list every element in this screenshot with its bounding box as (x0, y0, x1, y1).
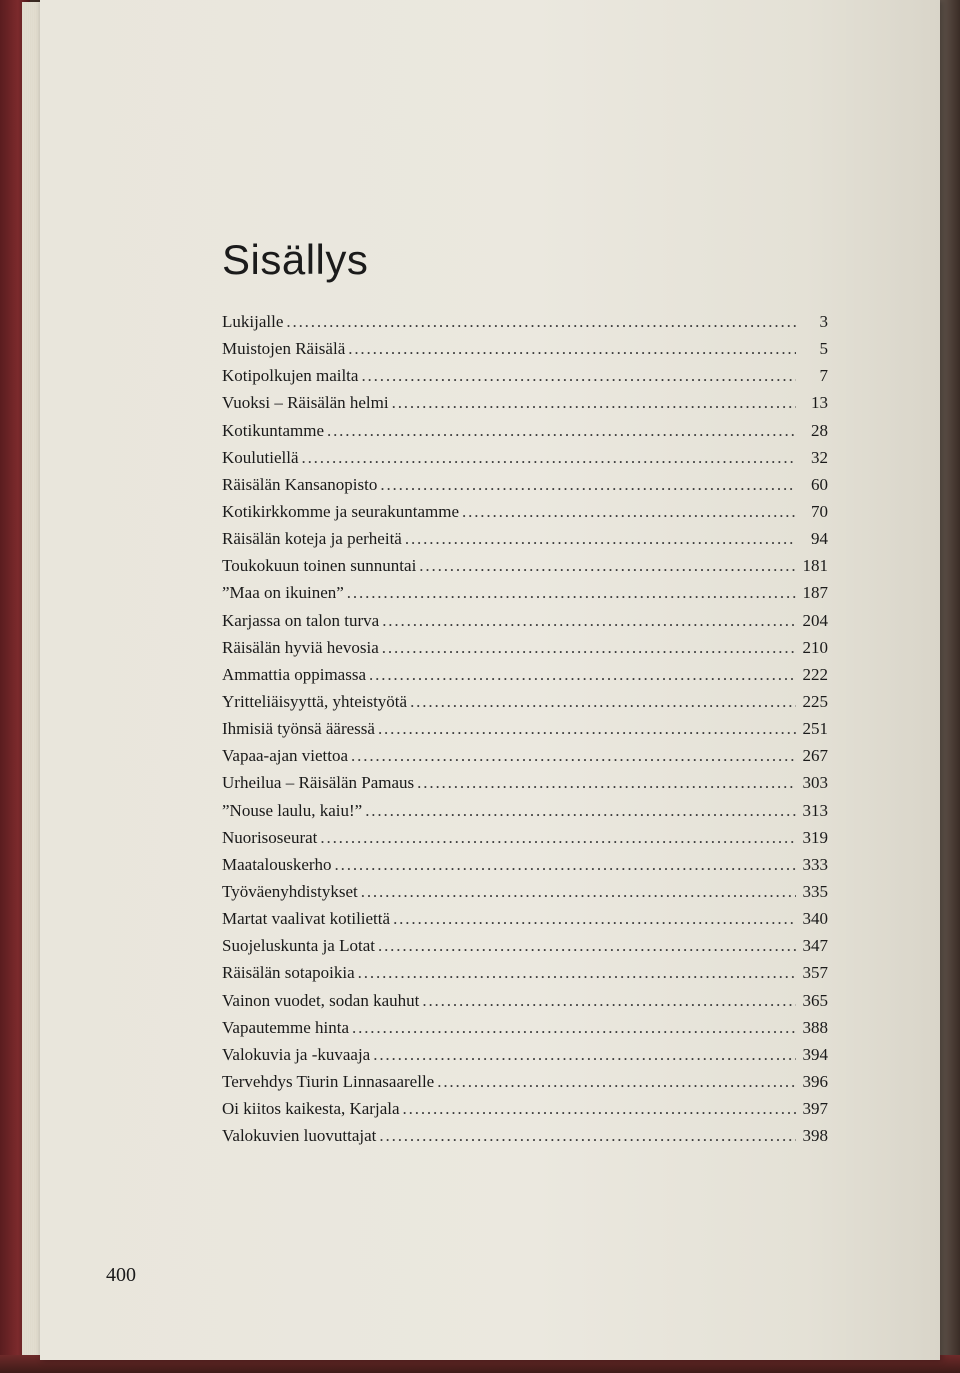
toc-entry-title: Kotikirkkomme ja seurakuntamme (222, 501, 459, 521)
toc-entry-title: ”Nouse laulu, kaiu!” (222, 800, 363, 820)
toc-entry-page: 28 (811, 420, 828, 440)
dot-leader (380, 475, 796, 495)
toc-entry-page: 319 (802, 827, 828, 847)
dot-leader (335, 855, 796, 875)
toc-entry (222, 855, 828, 882)
dot-leader (378, 719, 796, 739)
toc-entry-title: Urheilua – Räisälän Pamaus (222, 773, 415, 793)
toc-entry-title: Räisälän hyviä hevosia (222, 637, 379, 657)
toc-entry (222, 719, 828, 746)
toc-entry (222, 393, 828, 420)
toc-entry (222, 1126, 828, 1153)
toc-entry-page: 94 (811, 529, 828, 549)
toc-entry-page: 397 (802, 1099, 828, 1119)
dot-leader (361, 366, 796, 386)
toc-entry-page: 5 (819, 339, 828, 359)
dot-leader (422, 991, 796, 1011)
toc-entry-title: Työväenyhdistykset (222, 881, 358, 901)
toc-entry (222, 1072, 828, 1099)
toc-entry-page: 333 (802, 854, 828, 874)
toc-entry (222, 1099, 828, 1126)
toc-entry-page: 394 (802, 1044, 828, 1064)
toc-entry (222, 611, 828, 638)
toc-entry-page: 70 (811, 501, 828, 521)
dot-leader (351, 746, 796, 766)
dot-leader (392, 393, 796, 413)
toc-entry (222, 963, 828, 990)
toc-entry-page: 335 (802, 881, 828, 901)
toc-entry (222, 421, 828, 448)
toc-entry-title: Maatalouskerho (222, 854, 332, 874)
dot-leader (378, 936, 796, 956)
dot-leader (369, 665, 796, 685)
toc-entry-title: Kotikuntamme (222, 420, 324, 440)
page-number: 400 (106, 1264, 136, 1286)
toc-entry (222, 991, 828, 1018)
toc-entry-page: 13 (811, 393, 828, 413)
toc-entry (222, 773, 828, 800)
toc-entry-page: 7 (819, 366, 828, 386)
toc-entry-page: 204 (802, 610, 828, 630)
toc-entry (222, 556, 828, 583)
toc-entry-title: Ihmisiä työnsä ääressä (222, 719, 375, 739)
toc-entry-title: Ammattia oppimassa (222, 664, 367, 684)
dot-leader (286, 312, 796, 332)
table-of-contents (222, 312, 828, 1153)
toc-entry-title: Suojeluskunta ja Lotat (222, 936, 375, 956)
toc-entry-title: Valokuvia ja -kuvaaja (222, 1044, 371, 1064)
dot-leader (379, 1126, 796, 1146)
toc-entry-page: 210 (802, 637, 828, 657)
toc-entry-title: Kotipolkujen mailta (222, 366, 359, 386)
toc-entry-title: Valokuvien luovuttajat (222, 1126, 377, 1146)
toc-entry-title: Vuoksi – Räisälän helmi (222, 393, 389, 413)
toc-entry (222, 882, 828, 909)
toc-entry-title: Tervehdys Tiurin Linnasaarelle (222, 1071, 435, 1091)
toc-entry-page: 187 (802, 583, 828, 603)
dot-leader (361, 882, 796, 902)
toc-entry-title: Räisälän Kansanopisto (222, 474, 378, 494)
toc-entry (222, 1045, 828, 1072)
toc-entry (222, 502, 828, 529)
toc-entry (222, 638, 828, 665)
toc-entry-title: Räisälän sotapoikia (222, 963, 355, 983)
dot-leader (417, 773, 796, 793)
toc-entry (222, 312, 828, 339)
toc-entry (222, 828, 828, 855)
toc-entry-title: Koulutiellä (222, 447, 299, 467)
dot-leader (352, 1018, 796, 1038)
toc-entry-title: Lukijalle (222, 312, 284, 331)
toc-entry-page: 60 (811, 474, 828, 494)
dot-leader (410, 692, 796, 712)
toc-entry-page: 267 (802, 746, 828, 766)
toc-entry-page: 225 (802, 691, 828, 711)
toc-entry-page: 340 (802, 909, 828, 929)
toc-entry (222, 529, 828, 556)
toc-entry (222, 366, 828, 393)
toc-entry-title: Yritteliäisyyttä, yhteistyötä (222, 691, 408, 711)
dot-leader (347, 583, 796, 603)
toc-entry-page: 365 (802, 990, 828, 1010)
dot-leader (403, 1099, 796, 1119)
dot-leader (358, 963, 796, 983)
dot-leader (365, 801, 796, 821)
toc-entry-title: Toukokuun toinen sunnuntai (222, 556, 417, 576)
dot-leader (437, 1072, 796, 1092)
toc-entry-title: Räisälän koteja ja perheitä (222, 529, 402, 549)
toc-entry (222, 583, 828, 610)
toc-entry-title: Vapaa-ajan viettoa (222, 746, 349, 766)
toc-entry (222, 909, 828, 936)
toc-entry-title: Vapautemme hinta (222, 1017, 349, 1037)
toc-entry-page: 222 (802, 664, 828, 684)
toc-entry (222, 448, 828, 475)
toc-entry (222, 936, 828, 963)
toc-entry (222, 339, 828, 366)
toc-entry-title: Martat vaalivat kotiliettä (222, 909, 391, 929)
dot-leader (320, 828, 796, 848)
dot-leader (348, 339, 796, 359)
toc-entry (222, 746, 828, 773)
dot-leader (382, 611, 796, 631)
toc-entry-title: Muistojen Räisälä (222, 339, 346, 359)
toc-entry-page: 398 (802, 1126, 828, 1146)
dot-leader (405, 529, 796, 549)
toc-entry-title: Vainon vuodet, sodan kauhut (222, 990, 420, 1010)
toc-entry-page: 3 (819, 312, 828, 331)
dot-leader (419, 556, 796, 576)
toc-entry (222, 665, 828, 692)
dot-leader (327, 421, 796, 441)
toc-entry-title: Karjassa on talon turva (222, 610, 380, 630)
toc-entry-page: 313 (802, 800, 828, 820)
toc-entry-page: 396 (802, 1071, 828, 1091)
toc-entry-page: 251 (802, 719, 828, 739)
dot-leader (373, 1045, 796, 1065)
toc-entry-page: 181 (802, 556, 828, 576)
toc-entry-title: ”Maa on ikuinen” (222, 583, 344, 603)
toc-entry-page: 32 (811, 447, 828, 467)
toc-entry-page: 388 (802, 1017, 828, 1037)
dot-leader (382, 638, 796, 658)
toc-entry-page: 357 (802, 963, 828, 983)
toc-entry-page: 347 (802, 936, 828, 956)
toc-entry (222, 692, 828, 719)
dot-leader (393, 909, 796, 929)
dot-leader (462, 502, 796, 522)
toc-entry-page: 303 (802, 773, 828, 793)
toc-entry (222, 1018, 828, 1045)
toc-entry-title: Nuorisoseurat (222, 827, 318, 847)
toc-entry (222, 475, 828, 502)
dot-leader (301, 448, 796, 468)
page-title: Sisällys (222, 236, 369, 283)
toc-entry (222, 801, 828, 828)
toc-entry-title: Oi kiitos kaikesta, Karjala (222, 1099, 400, 1119)
